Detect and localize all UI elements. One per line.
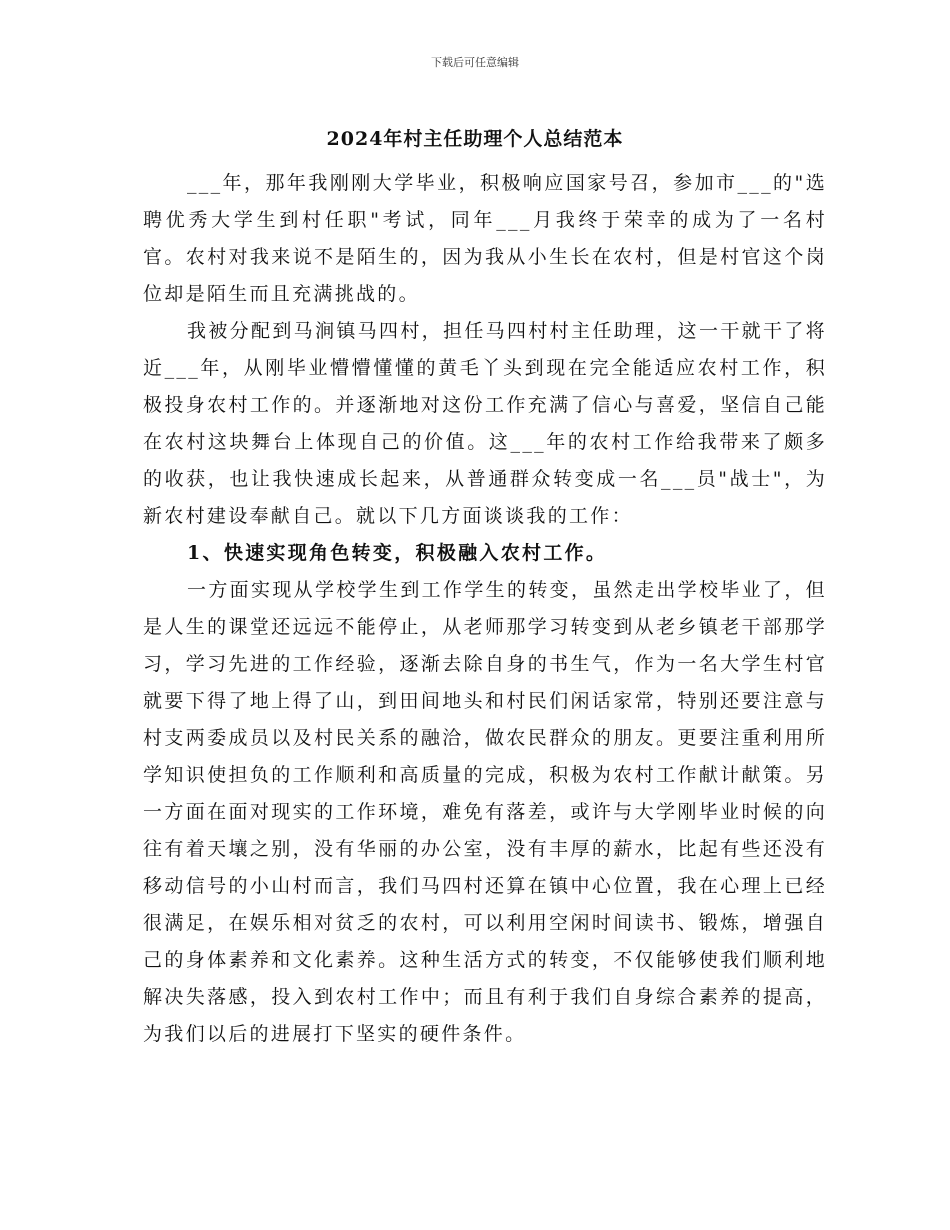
paragraph-assignment: 我被分配到马涧镇马四村，担任马四村村主任助理，这一干就干了将近___年，从刚毕业懵懵懂懂的黄毛丫头到现在完全能适应农村工作，积极投身农村工作的。并逐渐地对这份工作充满了信心与喜爱，坚信自己能在农村这块舞台上体现自己的价值。这___年的农村工作给我带来了颇多的收获，也让我快速成长起来，从普通群众转变成一名___员"战士"，为新农村建设奉献自己。就以下几方面谈谈我的工作： <box>143 320 827 527</box>
document-title: 2024年村主任助理个人总结范本 <box>326 128 624 150</box>
page-header-note: 下载后可任意编辑 <box>431 56 519 69</box>
section-heading-1: 1、快速实现角色转变，积极融入农村工作。 <box>187 542 608 564</box>
paragraph-intro: ___年，那年我刚刚大学毕业，积极响应国家号召，参加市___的"选聘优秀大学生到村任职"考试，同年___月我终于荣幸的成为了一名村官。农村对我来说不是陌生的，因为我从小生长在农村，但是村官这个岗位却是陌生而且充满挑战的。 <box>143 172 827 305</box>
document-body <box>143 165 827 1053</box>
paragraph-role-transition: 一方面实现从学校学生到工作学生的转变，虽然走出学校毕业了，但是人生的课堂还远远不能停止，从老师那学习转变到从老乡镇老干部那学习，学习先进的工作经验，逐渐去除自身的书生气，作为一名大学生村官就要下得了地上得了山，到田间地头和村民们闲话家常，特别还要注意与村支两委成员以及村民关系的融洽，做农民群众的朋友。更要注重利用所学知识使担负的工作顺利和高质量的完成，积极为农村工作献计献策。另一方面在面对现实的工作环境，难免有落差，或许与大学刚毕业时候的向往有着天壤之别，没有华丽的办公室，没有丰厚的薪水，比起有些还没有移动信号的小山村而言，我们马四村还算在镇中心位置，我在心理上已经很满足，在娱乐相对贫乏的农村，可以利用空闲时间读书、锻炼，增强自己的身体素养和文化素养。这种生活方式的转变，不仅能够使我们顺利地解决失落感，投入到农村工作中；而且有利于我们自身综合素养的提高，为我们以后的进展打下坚实的硬件条件。 <box>143 579 827 1045</box>
